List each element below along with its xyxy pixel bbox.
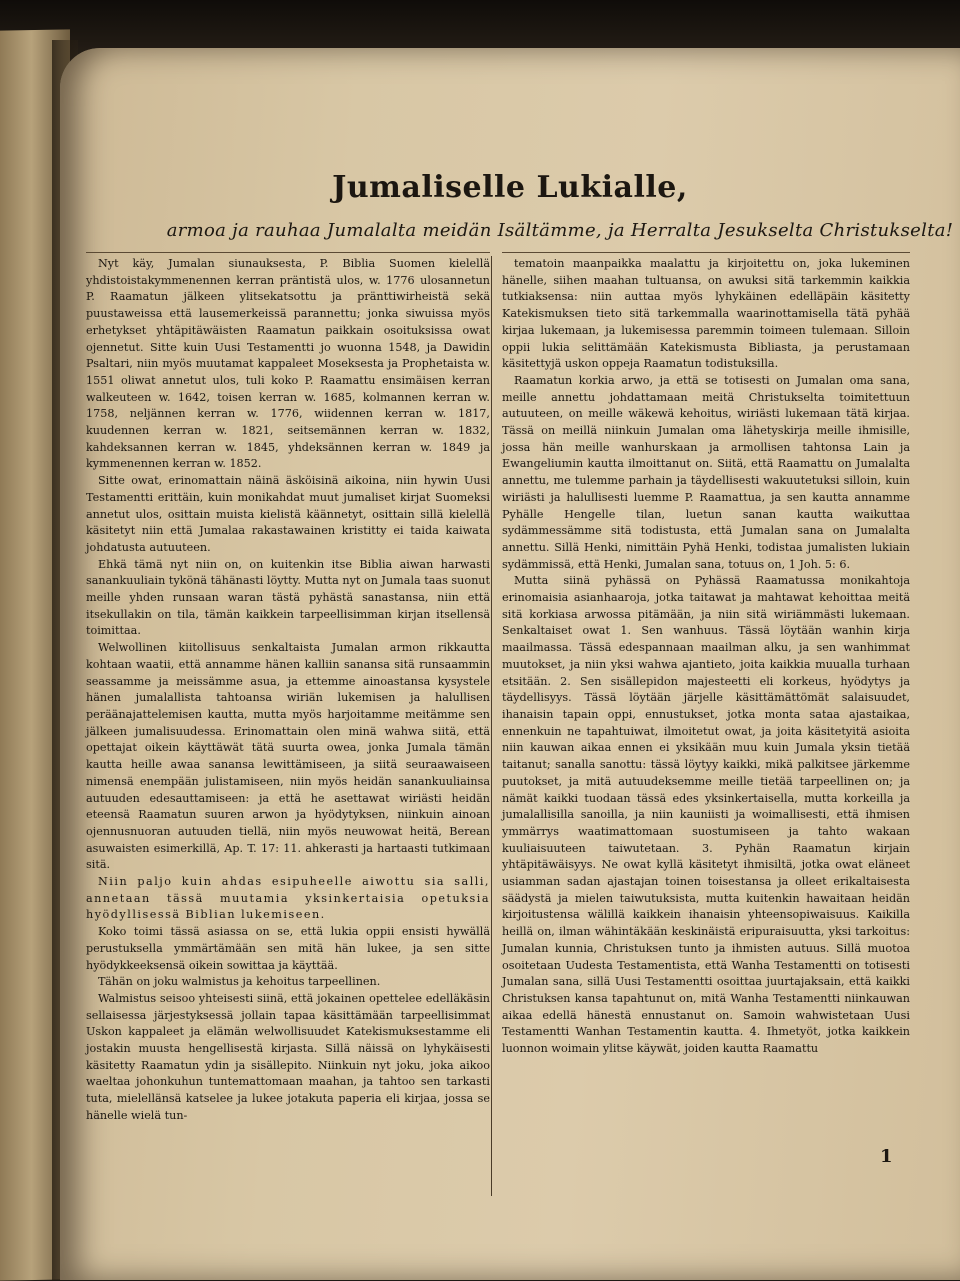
paragraph: Niin paljo kuin ahdas esipuheelle aiwottu sia salli, annetaan tässä muutamia yksinkertaisia opetuksia hyödyllisessä Biblian lukemiseen. xyxy=(86,875,490,922)
book-page xyxy=(60,48,960,1280)
paragraph: Koko toimi tässä asiassa on se, että lukia oppii ensisti hywällä perustuksella ymmärtämään sen mitä hän lukee, ja sen sitte hyödykkeeksensä oikein sowittaa ja käyttää. xyxy=(86,925,490,972)
right-top-rule xyxy=(502,252,910,253)
paragraph: Raamatun korkia arwo, ja että se totisesti on Jumalan oma sana, meille annettu johdattamaan meitä Christukselta toimitettuun autuuteen, on meille wäkewä kehoitus, wiriästi lukemaan tätä kirjaa. Tässä on meillä niinkuin Jumalan oma lähetyskirja meille ihmisille, jossa hän meille wanhurskaan ja armollisen tahtonsa Lain ja Ewangeliumin kautta ilmoittanut on. Siitä, että Raamattu on Jumalalta annettu, me tulemme parhain ja täydellisesti wakuutetuksi silloin, kuin wiriästi ja halullisesti luemme P. Raamattua, ja sen kautta annamme Pyhälle Hengelle tilan, luetun sanan kautta waikuttaa sydämmessämme sitä todistusta, että Jumalan sana on Jumalalta annettu. Sillä Henki, nimittäin Pyhä Henki, todistaa jumalisten lukiain sydämmissä, että Henki, Jumalan sana, totuus on, 1 Joh. 5: 6. xyxy=(502,373,910,571)
paragraph: Nyt käy, Jumalan siunauksesta, P. Biblia Suomen kielellä yhdistoistakymmenennen kerran präntistä ulos, w. 1776 ulosannetun P. Raamatun jälkeen ylitsekatsottu ja pränttiwirheistä sekä puustaweissa että lausemerkeissä parannettu; jonka siwuissa myös erhetykset yhtäpitäwäisten Raamatun paikkain osoituksissa owat ojennetut. Sitte kuin Uusi Testamentti jo wuonna 1548, ja Dawidin Psaltari, niin myös muutamat kappaleet Moseksesta ja Prophetaista w. 1551 oliwat annetut ulos, tuli koko P. Raamattu ensimäisen kerran walkeuteen w. 1642, toisen kerran w. 1685, kolmannen kerran w. 1758, neljännen kerran w. 1776, wiidennen kerran w. 1817, kuudennen kerran w. 1821, seitsemännen kerran w. 1832, kahdeksannen kerran w. 1845, yhdeksännen kerran w. 1849 ja kymmenennen kerran w. 1852. xyxy=(86,257,490,471)
paragraph: Sitte owat, erinomattain näinä äsköisinä aikoina, niin hywin Uusi Testamentti erittäin, kuin monikahdat muut jumaliset kirjat Suomeksi annetut ulos, osittain muista kielistä käännetyt, osittain sillä kielellä käsitetyt niin että Jumalaa rakastawainen kristitty ei taida kaiwata johdatusta autuuteen. xyxy=(86,474,490,554)
left-top-rule xyxy=(86,252,490,253)
paragraph: Mutta siinä pyhässä on Pyhässä Raamatussa monikahtoja erinomaisia asianhaaroja, jotka taitawat ja mahtawat kehoittaa meitä sitä korkiasa arwossa pitämään, ja niin sitä wiriämmästi lukemaan. Senkaltaiset owat 1. Sen wanhuus. Tässä löytään wanhin kirja maailmassa. Tässä edespannaan maailman alku, ja sen wanhimmat muutokset, ja niin yksi wahwa ajantieto, joita kaikkia muualla turhaan etsitään. 2. Sen sisällepidon majesteetti eli korkeus, hyödytys ja täydellisyys. Tässä löytään järjelle käsittämättömät salaisuudet, ihanaisin tapain oppi, ennustukset, jotka monta sataa ajastaikaa, ennenkuin ne tapahtuiwat, ilmoitetut owat, ja joita käsitetyitä asioita niin kauwan aikaa ennen ei yksikään muu kuin Jumala yksin tietää taitanut; sanalla sanottu: tässä löytyy kaikki, mikä palkitsee järkemme puutokset, ja mitä autuudeksemme meille tietää tarpeellinen on; ja nämät kaikki tuodaan tässä edes yksinkertaisella, mutta korkeilla ja jumalallisilla sanoilla, ja niin kauniisti ja woimallisesti, että ihmisen ymmärrys waatimattomaan suostumiseen ja tahto wakaan kuuliaisuuteen taiwutetaan. 3. Pyhän Raamatun kirjain yhtäpitäwäisyys. Ne owat kyllä käsitetyt ihmisiltä, jotka owat eläneet usiamman sadan ajastajan toinen toisestansa ja olleet erikaltaisesta säädystä ja mielen taiwutuksista, mutta kuitenkin hawaitaan heidän kirjoitustensa wälillä kaikkein ihanaisin yhteensopiwaisuus. Kaikilla heillä on, ilman wähintäkään keskinäistä eripuraisuutta, yksi tarkoitus: Jumalan kunnia, Christuksen tunto ja ihmisten autuus. Sillä muotoa osoitetaan Uudesta Testamentista, että Wanha Testamentti on totisesti Jumalan sana, sillä Uusi Testamentti osoittaa juurtajaksain, että kaikki Christuksen kansa tapahtunut on, mitä Wanha Testamentti niinkauwan aikaa edellä hänestä ennustanut on. Samoin wahwistetaan Uusi Testamentti Wanhan Testamentin kautta. 4. Ihmetyöt, jotka kaikkein luonnon woimain ylitse käywät, joiden kautta Raamattu xyxy=(502,574,910,1056)
column-divider xyxy=(491,256,492,1196)
right-column xyxy=(502,256,910,1058)
page-subtitle: armoa ja rauhaa Jumalalta meidän Isältämme, ja Herralta Jesukselta Christukselta! xyxy=(166,220,954,241)
paragraph: Walmistus seisoo yhteisesti siinä, että jokainen opettelee edelläkäsin sellaisessa järjestyksessä jollain tapaa käsittämään tarpeellisimmat Uskon kappaleet ja elämän welwollisuudet Katekismuksestamme eli jostakin muusta hengellisestä kirjasta. Sillä näissä on lyhykäisesti käsitetty Raamatun ydin ja sisällepito. Niinkuin nyt joku, joka aikoo waeltaa johonkuhun tuntemattomaan maahan, ja tahtoo sen tarkasti tuta, mielellänsä katselee ja lukee jotakuta paperia eli kirjaa, jossa se hänelle wielä tun- xyxy=(86,991,490,1122)
page-title: Jumaliselle Lukialle, xyxy=(332,170,688,205)
paragraph: Tähän on joku walmistus ja kehoitus tarpeellinen. xyxy=(98,975,381,989)
paragraph: tematoin maanpaikka maalattu ja kirjoitettu on, joka lukeminen hänelle, siihen maahan tultuansa, on awuksi sitä tarkemmin kaikkia tutkiaksensa: niin auttaa myös lyhykäinen edelläpäin käsitetty Katekismuksen tieto sitä tarkemmalla waarinottamisella tätä pyhää kirjaa lukemaan, ja lukemisessa paremmin toimeen tulemaan. Silloin oppii lukia selittämään Katekismusta Bibliasta, ja perustamaan käsitettyjä uskon oppeja Raamatun todistuksilla. xyxy=(502,257,910,371)
paragraph: Ehkä tämä nyt niin on, on kuitenkin itse Biblia aiwan harwasti sanankuuliain tykönä tähänasti löytty. Mutta nyt on Jumala taas suonut meille yhden runsaan waran tästä pyhästä sanastansa, niin että itsekullakin on tila, tämän kaikkein tarpeellisimman kirjan itsellensä toimittaa. xyxy=(86,557,490,638)
page-number: 1 xyxy=(880,1146,893,1167)
left-column xyxy=(86,256,490,1125)
paragraph: Welwollinen kiitollisuus senkaltaista Jumalan armon rikkautta kohtaan waatii, että annamme hänen kalliin sanansa sitä runsaammin seassamme ja meissämme asua, ja ettemme ainoastansa kysystele hänen jumalallista tahtoansa wiriän lukemisen ja halullisen peräänajattelemisen kautta, mutta myös harjoitamme meitämme sen jälkeen jumalisuudessa. Erinomattain olen minä wahwa siitä, että opettajat oikein käyttäwät tätä suurta owea, jonka Jumala tämän kautta heille awaa sanansa lewittämiseen, ja siitä seuraawaiseen nimensä enempään julistamiseen, niin myös heidän sanankuuliainsa autuuden edesauttamiseen: ja että he asettawat wiriästi heidän eteensä Raamatun suuren arwon ja hyödytyksen, niinkuin ainoan ojennusnuoran autuuden tiellä, niin myös neuwowat heitä, Berean asuwaisten esimerkillä, Ap. T. 17: 11. ahkerasti ja hartaasti tutkimaan sitä. xyxy=(86,641,490,872)
